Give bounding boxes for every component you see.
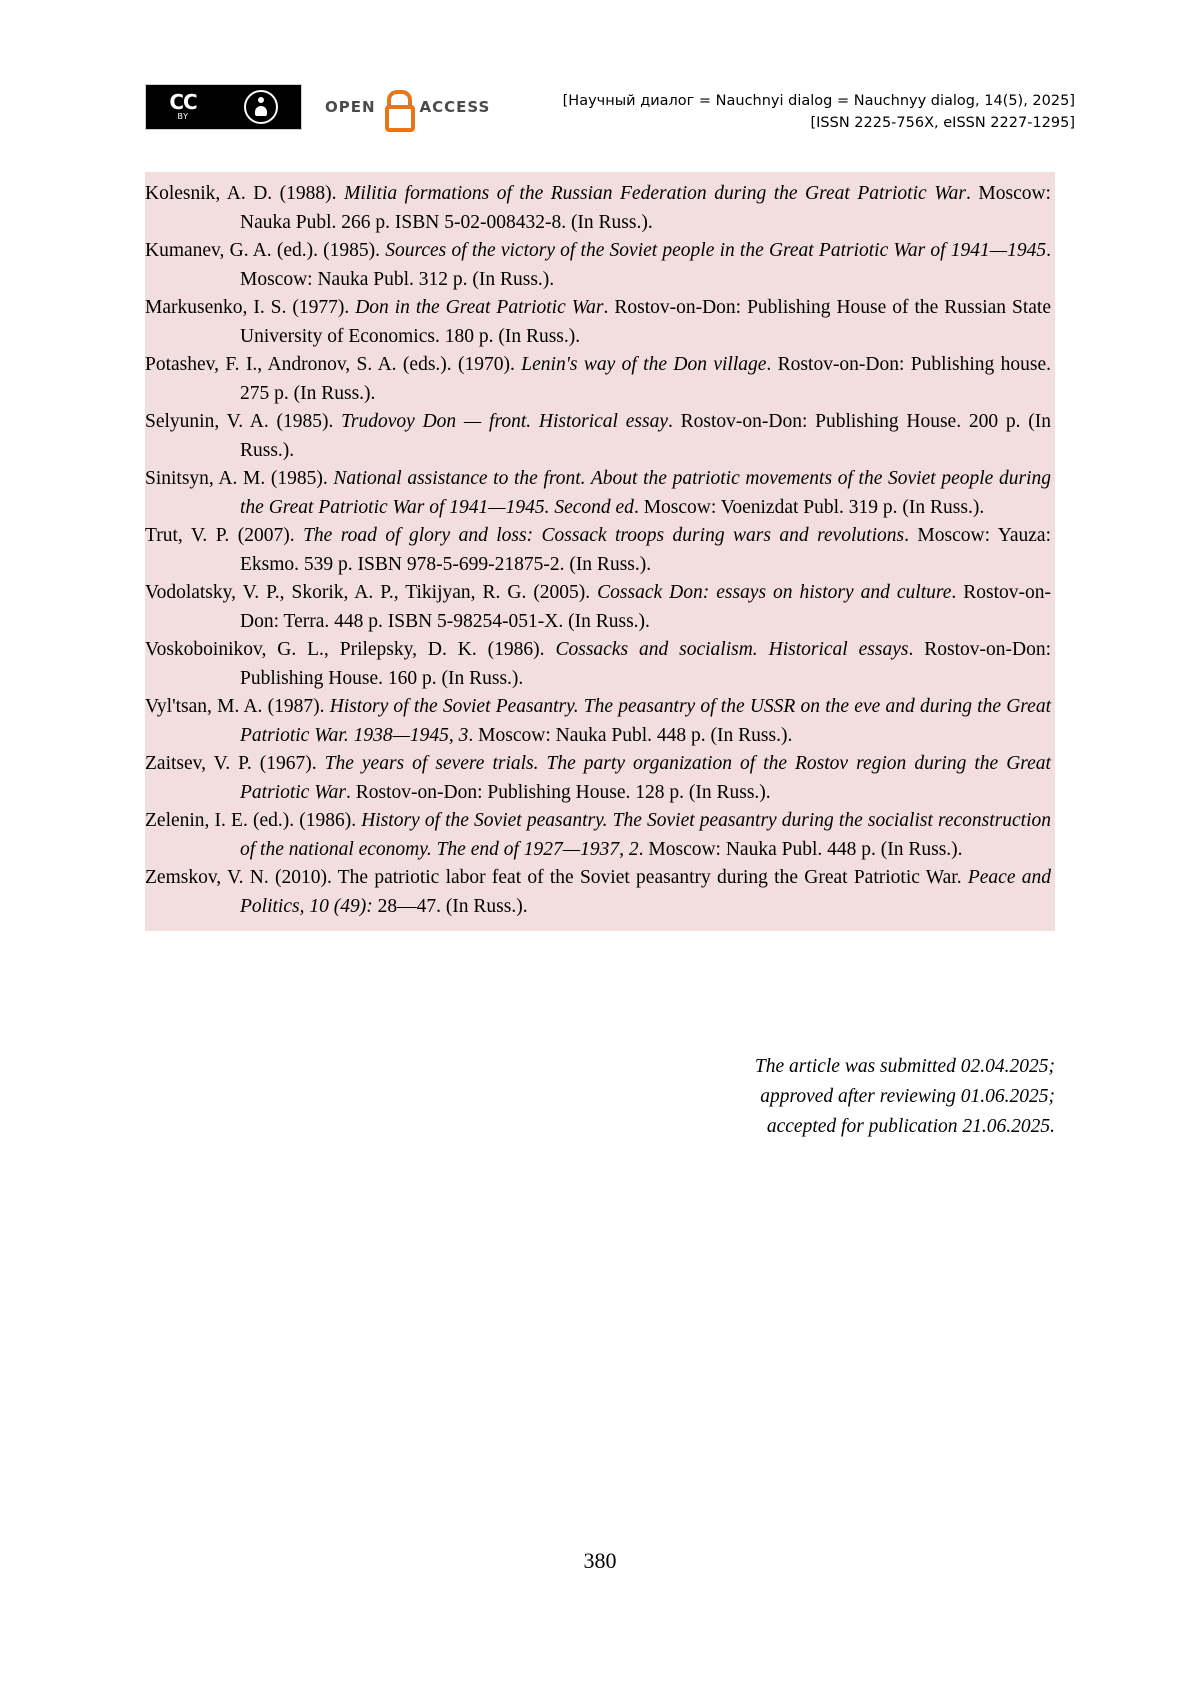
- reference-text: . Moscow: Nauka Publ. 448 p. (In Russ.).: [638, 838, 963, 860]
- open-access-open-label: OPEN: [325, 98, 376, 116]
- cc-by-label: BY: [177, 111, 189, 121]
- reference-text: Vodolatsky, V. P., Skorik, A. P., Tikijyan, R. G. (2005).: [145, 582, 598, 603]
- reference-text: . Moscow: Voenizdat Publ. 319 p. (In Russ.).: [633, 496, 985, 518]
- reference-title: History of the Soviet peasantry. The Soviet peasantry during the socialist reconstruction of the national economy. The end of 1927—1937, 2: [240, 810, 1052, 860]
- reference-text: Voskoboinikov, G. L., Prilepsky, D. K. (1986).: [145, 639, 556, 660]
- journal-citation-block: [563, 90, 1075, 134]
- page-number: 380: [583, 1548, 617, 1573]
- reference-entry: [145, 351, 1055, 408]
- approved-line: approved after reviewing 01.06.2025;: [760, 1086, 1055, 1107]
- reference-title: Peace and Politics, 10 (49):: [240, 867, 1051, 917]
- reference-entry: [145, 693, 1055, 750]
- reference-text: . Rostov-on-Don: Publishing House of the Russian State University of Economics. 180 p. (In Russ.).: [240, 297, 1051, 347]
- reference-title: The years of severe trials. The party organization of the Rostov region during the Great Patriotic War: [240, 753, 1051, 803]
- reference-text: . Rostov-on-Don: Publishing House. 128 p. (In Russ.).: [346, 781, 771, 803]
- cc-logo-block: [146, 85, 220, 129]
- reference-text: . Rostov-on-Don: Terra. 448 p. ISBN 5-98254-051-X. (In Russ.).: [240, 582, 1052, 632]
- reference-title: National assistance to the front. About the patriotic movements of the Soviet people during the Great Patriotic War of 1941—1945. Second ed: [240, 468, 1051, 518]
- reference-text: . Rostov-on-Don: Publishing House. 200 p. (In Russ.).: [240, 411, 1052, 461]
- creative-commons-by-icon: [145, 84, 302, 130]
- cc-attribution-person-icon: [220, 85, 301, 129]
- reference-text: Selyunin, V. A. (1985).: [145, 411, 342, 432]
- reference-title: Cossack Don: essays on history and culture: [597, 582, 952, 603]
- reference-entry: [145, 237, 1055, 294]
- reference-title: Trudovoy Don — front. Historical essay: [341, 411, 668, 432]
- open-access-badge: [325, 92, 490, 122]
- reference-text: Sinitsyn, A. M. (1985).: [145, 468, 334, 489]
- reference-entry: [145, 579, 1055, 636]
- reference-title: The road of glory and loss: Cossack troops during wars and revolutions: [303, 525, 905, 546]
- reference-text: Markusenko, I. S. (1977).: [145, 297, 356, 318]
- reference-text: . Rostov-on-Don: Publishing House. 160 p. (In Russ.).: [240, 639, 1051, 689]
- cc-label: CC: [169, 89, 197, 114]
- journal-issn-line: [ISSN 2225-756X, eISSN 2227-1295]: [810, 115, 1075, 131]
- submission-note: [0, 1052, 1055, 1142]
- reference-text: Zelenin, I. E. (ed.). (1986).: [145, 810, 362, 831]
- reference-text: Zaitsev, V. P. (1967).: [145, 753, 325, 774]
- reference-entry: [145, 750, 1055, 807]
- page-header: [145, 72, 1075, 138]
- journal-title-line: [Научный диалог = Nauchnyi dialog = Nauchnyy dialog, 14(5), 2025]: [562, 93, 1075, 109]
- reference-text: . Moscow: Nauka Publ. 266 p. ISBN 5-02-008432-8. (In Russ.).: [240, 183, 1051, 233]
- reference-entry: [145, 408, 1055, 465]
- reference-text: . Moscow: Nauka Publ. 312 p. (In Russ.).: [240, 240, 1051, 290]
- reference-text: Potashev, F. I., Andronov, S. A. (eds.). (1970).: [145, 354, 522, 375]
- references-list: [145, 172, 1055, 931]
- reference-text: Kumanev, G. A. (ed.). (1985).: [145, 240, 386, 261]
- accepted-line: accepted for publication 21.06.2025.: [766, 1116, 1055, 1137]
- reference-title: Lenin's way of the Don village: [521, 354, 767, 375]
- reference-entry: [145, 294, 1055, 351]
- open-lock-icon: [384, 90, 412, 124]
- reference-entry: [145, 180, 1055, 237]
- reference-text: Zemskov, V. N. (2010). The patriotic labor feat of the Soviet peasantry during the Great Patriotic War.: [145, 867, 968, 888]
- reference-text: Vyl'tsan, M. A. (1987).: [145, 696, 330, 717]
- reference-text: . Moscow: Yauza: Eksmo. 539 p. ISBN 978-5-699-21875-2. (In Russ.).: [240, 525, 1052, 575]
- reference-text: . Moscow: Nauka Publ. 448 p. (In Russ.).: [468, 724, 793, 746]
- reference-entry: [145, 807, 1055, 864]
- reference-entry: [145, 864, 1055, 921]
- reference-title: Don in the Great Patriotic War: [355, 297, 604, 318]
- reference-title: Militia formations of the Russian Federation during the Great Patriotic War: [344, 183, 966, 204]
- reference-text: Trut, V. P. (2007).: [145, 525, 304, 546]
- reference-entry: [145, 522, 1055, 579]
- reference-title: History of the Soviet Peasantry. The peasantry of the USSR on the eve and during the Great Patriotic War. 1938—1945, 3: [240, 696, 1051, 746]
- submitted-line: The article was submitted 02.04.2025;: [754, 1056, 1055, 1077]
- reference-title: Cossacks and socialism. Historical essays: [555, 639, 909, 660]
- reference-title: Sources of the victory of the Soviet people in the Great Patriotic War of 1941—1945: [385, 240, 1047, 261]
- reference-text: Kolesnik, A. D. (1988).: [145, 183, 345, 204]
- reference-entry: [145, 465, 1055, 522]
- open-access-access-label: ACCESS: [419, 98, 491, 116]
- reference-text: . Rostov-on-Don: Publishing house. 275 p. (In Russ.).: [240, 354, 1051, 404]
- reference-entry: [145, 636, 1055, 693]
- reference-text: 28—47. (In Russ.).: [372, 895, 528, 917]
